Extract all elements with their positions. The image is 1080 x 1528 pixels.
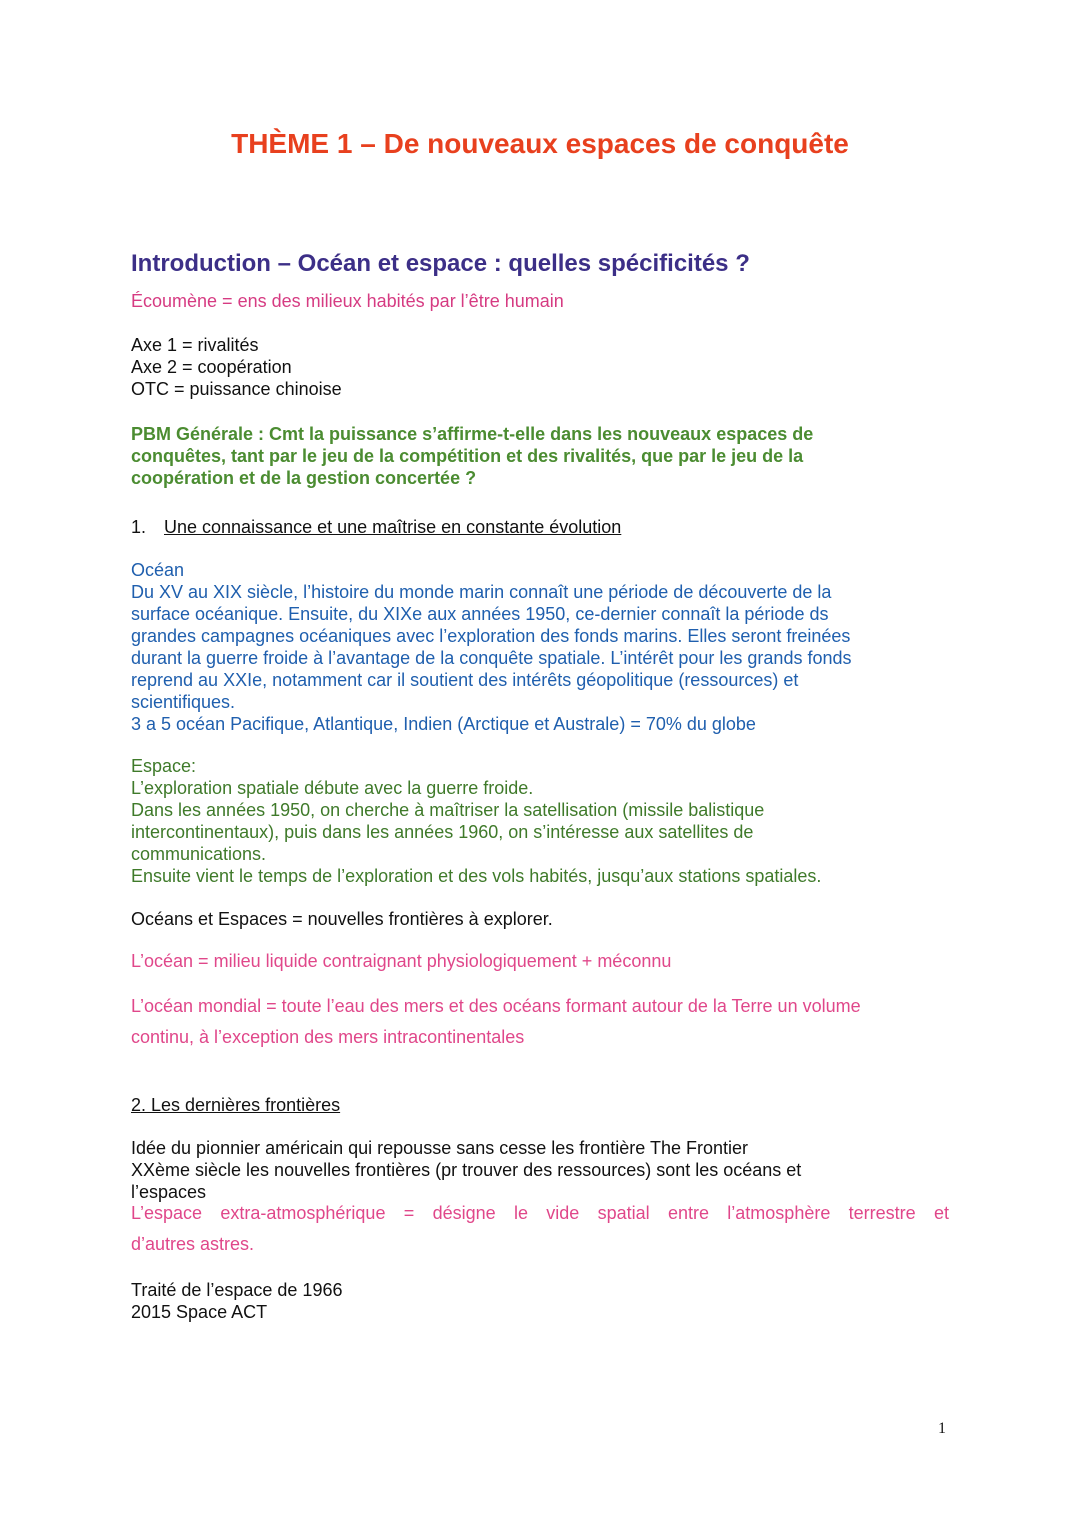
axe-line: OTC = puissance chinoise — [131, 379, 342, 399]
pbm-generale — [131, 423, 813, 489]
ocean-line: 3 a 5 océan Pacifique, Atlantique, Indien (Arctique et Australe) = 70% du globe — [131, 714, 756, 734]
espace-definition — [131, 1198, 949, 1260]
section2-heading: 2. Les dernières frontières — [131, 1095, 341, 1115]
section2-paragraph — [131, 1137, 801, 1203]
axe-line: Axe 1 = rivalités — [131, 335, 259, 355]
section1-title: Une connaissance et une maîtrise en constante évolution — [164, 517, 622, 537]
section1-heading — [131, 516, 621, 538]
espace-line: L’exploration spatiale débute avec la guerre froide. — [131, 778, 534, 798]
reference-line: Traité de l’espace de 1966 — [131, 1280, 343, 1300]
pbm-line: PBM Générale : Cmt la puissance s’affirme-t-elle dans les nouveaux espaces de — [131, 424, 814, 444]
section2-line: Idée du pionnier américain qui repousse sans cesse les frontière The Frontier — [131, 1138, 749, 1158]
espace-line: Ensuite vient le temps de l’exploration et des vols habités, jusqu’aux stations spatiales. — [131, 866, 822, 886]
ocean-line: scientifiques. — [131, 692, 236, 712]
pbm-line: conquêtes, tant par le jeu de la compétition et des rivalités, que par le jeu de la — [131, 446, 804, 466]
ecoumene-definition: Écoumène = ens des milieux habités par l’être humain — [131, 291, 564, 311]
section2-line: l’espaces — [131, 1182, 207, 1202]
frontieres-statement: Océans et Espaces = nouvelles frontières à explorer. — [131, 909, 553, 929]
section2-line: XXème siècle les nouvelles frontières (pr trouver des ressources) sont les océans et — [131, 1160, 802, 1180]
references — [131, 1279, 342, 1323]
reference-line: 2015 Space ACT — [131, 1302, 268, 1322]
ocean-line: Océan — [131, 560, 185, 580]
ocean-paragraph — [131, 559, 851, 735]
espace-paragraph — [131, 755, 821, 887]
page-title: THÈME 1 – De nouveaux espaces de conquête — [231, 128, 849, 159]
ocean-line: Du XV au XIX siècle, l’histoire du monde marin connaît une période de découverte de la — [131, 582, 832, 602]
pbm-line: coopération et de la gestion concertée ? — [131, 468, 477, 488]
section1-number: 1. — [131, 517, 147, 537]
espace-line: intercontinentaux), puis dans les années 1960, on s’intéresse aux satellites de — [131, 822, 754, 842]
ocean-line: reprend au XXIe, notamment car il soutient des intérêts géopolitique (ressources) et — [131, 670, 799, 690]
espace-line: Espace: — [131, 756, 197, 776]
ocean-definition: L’océan = milieu liquide contraignant physiologiquement + méconnu — [131, 951, 672, 971]
introduction-heading: Introduction – Océan et espace : quelles spécificités ? — [131, 250, 750, 277]
espace-line: communications. — [131, 844, 267, 864]
espace-line: Dans les années 1950, on cherche à maîtriser la satellisation (missile balistique — [131, 800, 765, 820]
ocean-mondial-definition — [131, 991, 861, 1053]
axes-list — [131, 334, 342, 400]
ocean-mondial-line: L’océan mondial = toute l’eau des mers et des océans formant autour de la Terre un volume — [131, 996, 861, 1016]
espace-def-line: L’espace extra-atmosphérique = désigne le vide spatial entre l’atmosphère terrestre et — [131, 1203, 949, 1223]
page-number: 1 — [938, 1420, 946, 1437]
espace-def-line: d’autres astres. — [131, 1234, 255, 1254]
ocean-mondial-line: continu, à l’exception des mers intracontinentales — [131, 1027, 525, 1047]
ocean-line: grandes campagnes océaniques avec l’exploration des fonds marins. Elles seront freinées — [131, 626, 851, 646]
ocean-line: surface océanique. Ensuite, du XIXe aux années 1950, ce-dernier connaît la période ds — [131, 604, 829, 624]
ocean-line: durant la guerre froide à l’avantage de la conquête spatiale. L’intérêt pour les grands fonds — [131, 648, 852, 668]
axe-line: Axe 2 = coopération — [131, 357, 292, 377]
